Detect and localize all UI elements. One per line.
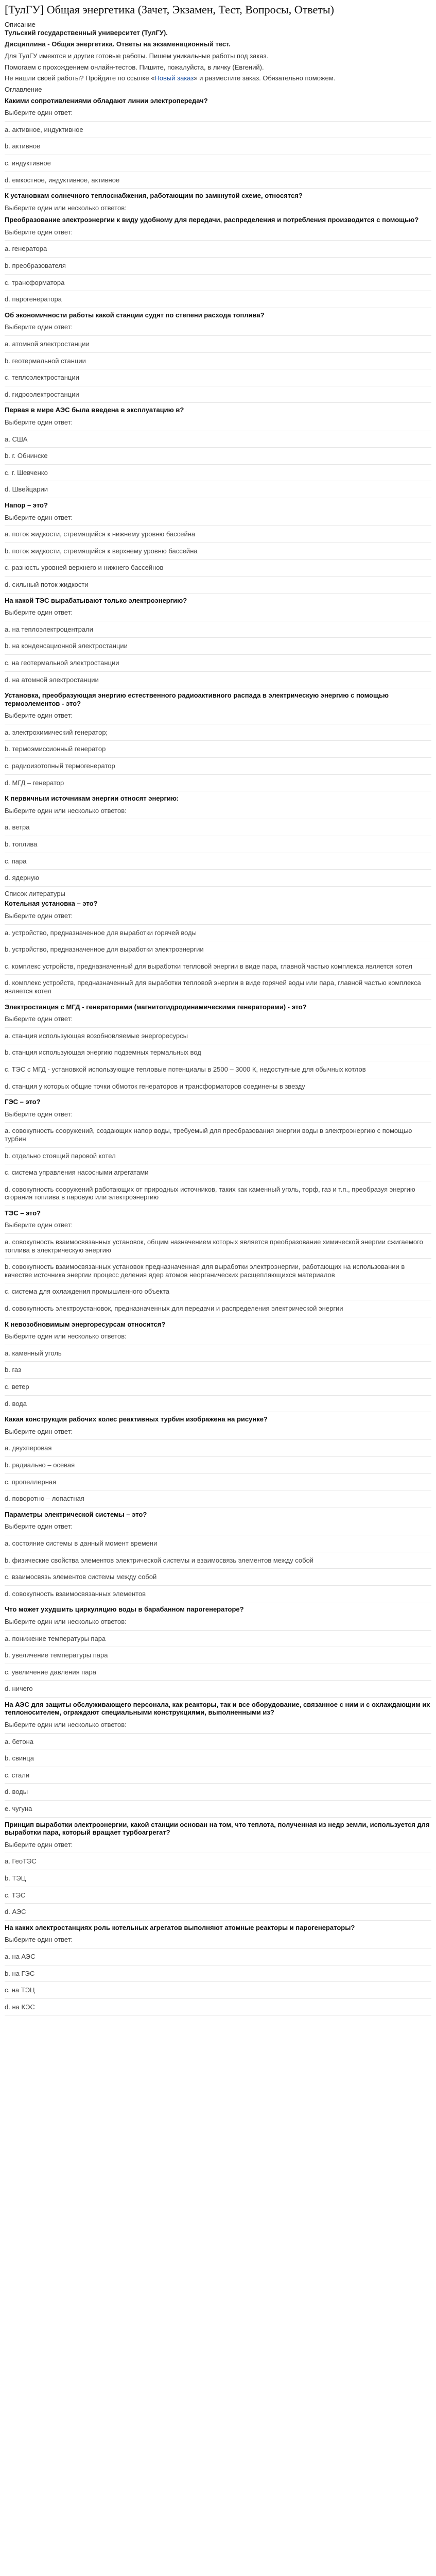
literature-label: Список литературы	[5, 889, 65, 897]
answer-option: a. США	[5, 431, 431, 448]
question-title: Какими сопротивлениями обладают линии электропередач?	[5, 96, 208, 105]
answer-option: b. газ	[5, 1361, 431, 1378]
question-hint: Выберите один ответ:	[5, 1015, 73, 1023]
answer-option: d. МГД – генератор	[5, 774, 431, 792]
answer-option: b. физические свойства элементов электрической системы и взаимосвязь элементов между собой	[5, 1552, 431, 1569]
question-block	[5, 1605, 431, 1698]
question-block	[5, 501, 431, 594]
question-title: На каких электростанциях роль котельных агрегатов выполняют атомные реакторы и парогенераторы?	[5, 1923, 355, 1931]
answer-option: b. устройство, предназначенное для выработки электроэнергии	[5, 941, 431, 958]
question-hint: Выберите один или несколько ответов:	[5, 1332, 127, 1341]
answer-option: d. емкостное, индуктивное, активное	[5, 172, 431, 189]
question-hint: Выберите один ответ:	[5, 109, 73, 117]
question-block	[5, 691, 431, 791]
question-block	[5, 1701, 431, 1818]
question-block	[5, 97, 431, 189]
new-order-link[interactable]: Новый заказ	[154, 74, 194, 82]
question-block	[5, 406, 431, 498]
answer-option: c. разность уровней верхнего и нижнего бассейнов	[5, 559, 431, 576]
option-list	[5, 431, 431, 498]
answer-option: c. радиоизотопный термогенератор	[5, 757, 431, 774]
answer-option: b. отдельно стоящий паровой котел	[5, 1147, 431, 1164]
option-list	[5, 240, 431, 308]
question-hint: Выберите один ответ:	[5, 711, 73, 720]
question-title: Установка, преобразующая энергию естественного радиоактивного распада в электрическую энергию с помощью термоэлементов - это?	[5, 691, 389, 707]
question-hint: Выберите один ответ:	[5, 513, 73, 521]
answer-option: d. совокупность электроустановок, предназначенных для передачи и распределения электрической энергии	[5, 1300, 431, 1317]
question-hint: Выберите один ответ:	[5, 1427, 73, 1435]
question-title: Первая в мире АЭС была введена в эксплуатацию в?	[5, 406, 184, 414]
intro-p2: Помогаем с прохождением онлайн-тестов. Пишите, пожалуйста, в личку (Евгений).	[5, 63, 264, 71]
option-list	[5, 1853, 431, 1920]
answer-option: c. на ТЭЦ	[5, 1981, 431, 1998]
question-block	[5, 900, 431, 999]
answer-option: d. воды	[5, 1783, 431, 1800]
question-title: Напор – это?	[5, 501, 48, 509]
intro	[5, 52, 431, 93]
option-list	[5, 1345, 431, 1412]
question-title: К невозобновимым энергоресурсам относится?	[5, 1320, 166, 1328]
option-list	[5, 1630, 431, 1698]
answer-option: a. генератора	[5, 240, 431, 257]
answer-option: a. ветра	[5, 819, 431, 836]
answer-option: d. станция у которых общие точки обмоток генераторов и трансформаторов соединены в звезду	[5, 1078, 431, 1095]
question-hint: Выберите один ответ:	[5, 608, 73, 617]
question-block	[5, 1924, 431, 2016]
answer-option: b. активное	[5, 138, 431, 155]
answer-option: b. свинца	[5, 1750, 431, 1767]
answer-option: b. геотермальной станции	[5, 352, 431, 369]
answer-option: c. теплоэлектростанции	[5, 369, 431, 386]
question-hint: Выберите один ответ:	[5, 1840, 73, 1849]
answer-option: b. термоэмиссионный генератор	[5, 740, 431, 757]
question-hint: Выберите один или несколько ответов:	[5, 806, 127, 815]
option-list	[5, 621, 431, 688]
answer-option: b. ТЭЦ	[5, 1870, 431, 1887]
toc-label: Оглавление	[5, 85, 42, 93]
question-title: К установкам солнечного теплоснабжения, работающим по замкнутой схеме, относятся?	[5, 192, 303, 200]
answer-option: d. комплекс устройств, предназначенный для выработки тепловой энергии в виде горячей воды или пара, главной частью комплекса является котел	[5, 974, 431, 999]
question-hint: Выберите один ответ:	[5, 1522, 73, 1531]
answer-option: c. пропеллерная	[5, 1473, 431, 1490]
answer-option: b. на ГЭС	[5, 1965, 431, 1982]
answer-option: c. ТЭС с МГД - установкой использующие тепловые потенциалы в 2500 – 3000 К, недоступные для обычных котлов	[5, 1061, 431, 1078]
option-list	[5, 335, 431, 403]
question-hint: Выберите один ответ:	[5, 912, 73, 920]
answer-option: d. ничего	[5, 1680, 431, 1698]
answer-option: c. взаимосвязь элементов системы между собой	[5, 1568, 431, 1585]
question-block	[5, 1511, 431, 1603]
discipline-line: Дисциплина - Общая энергетика. Ответы на экзаменационный тест.	[5, 40, 231, 48]
question-title: На АЭС для защиты обслуживающего персонала, как реакторы, так и все оборудование, связанное с ним и с охлаждающим их теплоносителем, ограждают специальными конструкциями, выполненными из?	[5, 1700, 430, 1717]
answer-option: c. система для охлаждения промышленного объекта	[5, 1283, 431, 1300]
question-hint: Выберите один или несколько ответов:	[5, 1617, 127, 1625]
answer-option: d. вода	[5, 1395, 431, 1413]
option-list	[5, 819, 431, 886]
question-block	[5, 1003, 431, 1095]
answer-option: b. на конденсационной электростанции	[5, 637, 431, 654]
option-list	[5, 724, 431, 791]
option-list	[5, 1535, 431, 1602]
answer-option: c. ТЭС	[5, 1887, 431, 1904]
answer-option: a. совокупность взаимосвязанных установок, общим назначением которых является преобразование химической энергии сжигаемого топлива в электрическую энергию	[5, 1233, 431, 1258]
question-title: ТЭС – это?	[5, 1209, 41, 1217]
option-list	[5, 1233, 431, 1317]
option-list	[5, 924, 431, 1000]
answer-option: b. радиально – осевая	[5, 1456, 431, 1473]
answer-option: a. совокупность сооружений, создающих напор воды, требуемый для преобразования энергии воды в электроэнергию с помощью турбин	[5, 1122, 431, 1147]
answer-option: e. чугуна	[5, 1800, 431, 1818]
question-hint: Выберите один ответ:	[5, 418, 73, 427]
answer-option: d. АЭС	[5, 1903, 431, 1921]
answer-option: b. поток жидкости, стремящийся к верхнему уровню бассейна	[5, 543, 431, 560]
question-block	[5, 192, 431, 212]
question-list-1	[5, 97, 431, 887]
answer-option: d. совокупность взаимосвязанных элементов	[5, 1585, 431, 1603]
option-list	[5, 1122, 431, 1206]
answer-option: d. сильный поток жидкости	[5, 576, 431, 594]
answer-option: c. комплекс устройств, предназначенный для выработки тепловой энергии в виде пара, главной частью комплекса является котел	[5, 958, 431, 975]
question-title: Параметры электрической системы – это?	[5, 1510, 147, 1518]
answer-option: c. ветер	[5, 1378, 431, 1395]
question-title: К первичным источникам энергии относят энергию:	[5, 794, 179, 803]
intro-p3: Не нашли своей работы? Пройдите по ссылке «Новый заказ» и разместите заказ. Обязательно поможем.	[5, 74, 336, 82]
option-list	[5, 526, 431, 593]
answer-option: d. гидроэлектростанции	[5, 386, 431, 403]
answer-option: a. каменный уголь	[5, 1345, 431, 1362]
question-block	[5, 1821, 431, 1921]
answer-option: c. г. Шевченко	[5, 464, 431, 481]
question-hint: Выберите один ответ:	[5, 1936, 73, 1944]
answer-option: a. на АЭС	[5, 1948, 431, 1965]
question-block	[5, 1415, 431, 1507]
answer-option: b. преобразователя	[5, 257, 431, 274]
question-title: Принцип выработки электроэнергии, какой станции основан на том, что теплота, полученная из недр земли, используется для выработки пара, который вращает турбоагрегат?	[5, 1820, 430, 1837]
answer-option: c. индуктивное	[5, 155, 431, 172]
answer-option: c. на геотермальной электростанции	[5, 654, 431, 671]
question-title: Что может ухудшить циркуляцию воды в барабанном парогенераторе?	[5, 1605, 244, 1614]
answer-option: c. система управления насосными агрегатами	[5, 1164, 431, 1181]
answer-option: b. совокупность взаимосвязанных установок предназначенная для выработки электроэнергии, работающих на использовании в качестве источника энергии процесс деления ядер атомов неорганических расщепляющихся материалов	[5, 1258, 431, 1283]
question-hint: Выберите один или несколько ответов:	[5, 1721, 127, 1729]
answer-option: a. поток жидкости, стремящийся к нижнему уровню бассейна	[5, 526, 431, 543]
question-hint: Выберите один ответ:	[5, 1221, 73, 1229]
question-block	[5, 597, 431, 689]
answer-option: a. понижение температуры пара	[5, 1630, 431, 1647]
answer-option: a. состояние системы в данный момент времени	[5, 1535, 431, 1552]
page-title: [ТулГУ] Общая энергетика (Зачет, Экзамен, Тест, Вопросы, Ответы)	[5, 3, 334, 16]
answer-option: a. бетона	[5, 1733, 431, 1750]
answer-option: d. Швейцарии	[5, 481, 431, 498]
option-list	[5, 1733, 431, 1818]
intro-p1: Для ТулГУ имеются и другие готовые работы. Пишем уникальные работы под заказ.	[5, 52, 269, 60]
answer-option: a. электрохимический генератор;	[5, 724, 431, 741]
answer-option: a. ГеоТЭС	[5, 1853, 431, 1870]
question-block	[5, 1320, 431, 1413]
answer-option: b. увеличение температуры пара	[5, 1647, 431, 1664]
question-title: Преобразование электроэнергии к виду удобному для передачи, распределения и потребления производится с помощью?	[5, 216, 419, 224]
answer-option: a. активное, индуктивное	[5, 121, 431, 138]
answer-option: b. станция использующая энергию подземных термальных вод	[5, 1044, 431, 1061]
answer-option: b. г. Обнинске	[5, 447, 431, 464]
description-label: Описание	[5, 21, 36, 29]
question-title: Электростанция с МГД - генераторами (магнитогидродинамическими генераторами) - это?	[5, 1003, 307, 1011]
question-title: ГЭС – это?	[5, 1098, 41, 1106]
answer-option: d. на атомной электростанции	[5, 671, 431, 689]
question-block	[5, 794, 431, 887]
option-list	[5, 1027, 431, 1095]
answer-option: c. увеличение давления пара	[5, 1664, 431, 1681]
answer-option: c. трансформатора	[5, 274, 431, 291]
question-title: На какой ТЭС вырабатывают только электроэнергию?	[5, 596, 187, 604]
question-hint: Выберите один ответ:	[5, 323, 73, 331]
answer-option: d. совокупность сооружений работающих от природных источников, таких как каменный уголь, торф, газ и т.п., преобразуя энергию сгорания топлива в паровую или электроэнергию	[5, 1181, 431, 1206]
question-list-2	[5, 900, 431, 2015]
question-title: Какая конструкция рабочих колес реактивных турбин изображена на рисунке?	[5, 1415, 268, 1423]
question-block	[5, 216, 431, 308]
answer-option: a. устройство, предназначенное для выработки горячей воды	[5, 924, 431, 941]
question-hint: Выберите один или несколько ответов:	[5, 204, 127, 212]
answer-option: a. станция использующая возобновляемые энергоресурсы	[5, 1027, 431, 1044]
answer-option: d. ядерную	[5, 869, 431, 887]
option-list	[5, 1439, 431, 1507]
answer-option: d. поворотно – лопастная	[5, 1490, 431, 1507]
answer-option: a. атомной электростанции	[5, 335, 431, 352]
question-title: Об экономичности работы какой станции судят по степени расхода топлива?	[5, 311, 265, 319]
option-list	[5, 121, 431, 189]
question-block	[5, 311, 431, 403]
question-title: Котельная установка – это?	[5, 900, 98, 908]
option-list	[5, 1948, 431, 2015]
answer-option: b. топлива	[5, 836, 431, 853]
answer-option: a. на теплоэлектроцентрали	[5, 621, 431, 638]
answer-option: a. двухперовая	[5, 1439, 431, 1456]
answer-option: c. пара	[5, 853, 431, 870]
question-block	[5, 1098, 431, 1206]
question-hint: Выберите один ответ:	[5, 1110, 73, 1118]
question-hint: Выберите один ответ:	[5, 228, 73, 236]
answer-option: d. парогенератора	[5, 291, 431, 308]
answer-option: d. на КЭС	[5, 1998, 431, 2016]
answer-option: c. стали	[5, 1767, 431, 1784]
question-block	[5, 1209, 431, 1317]
university-name: Тульский государственный университет (ТулГУ).	[5, 28, 168, 37]
